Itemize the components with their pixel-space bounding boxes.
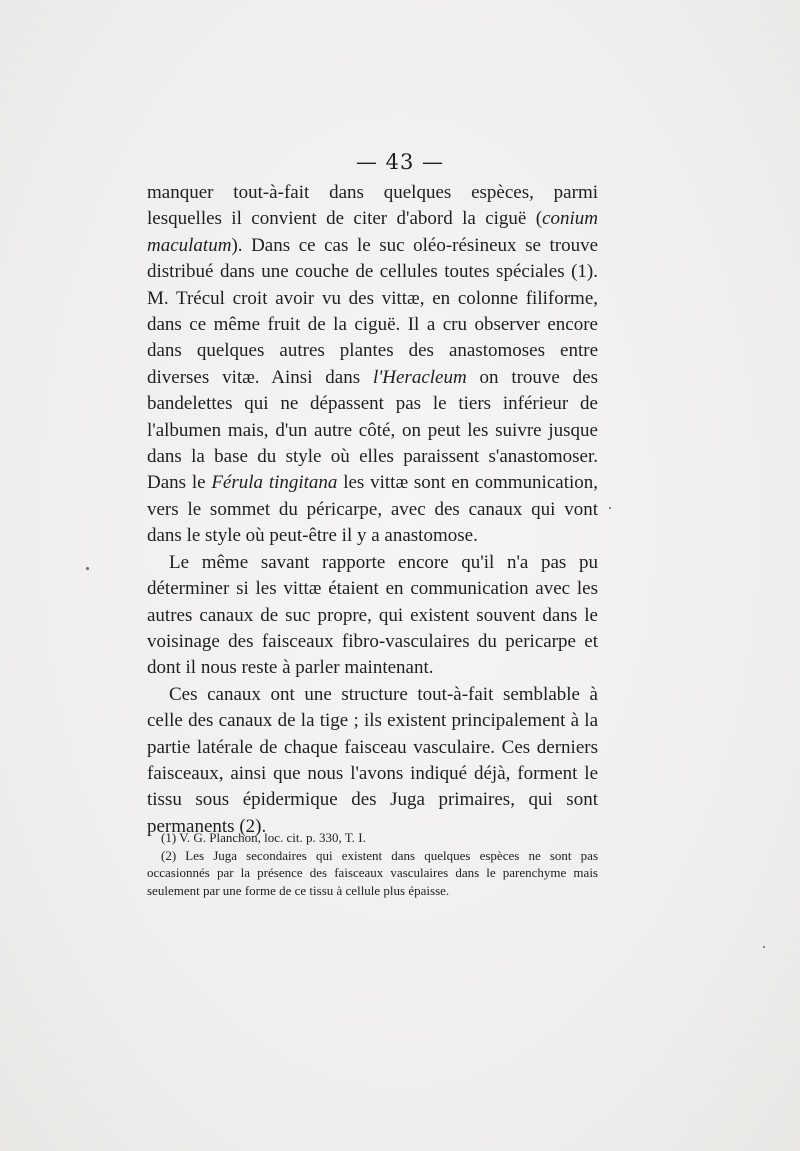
paper-speck (609, 507, 611, 509)
body-text (147, 180, 598, 840)
paper-speck (86, 567, 89, 570)
footnote-1: (1) V. G. Planchon, loc. cit. p. 330, T. I. (161, 830, 366, 845)
footnote-2: (2) Les Juga secondaires qui existent dans quelques espèces ne sont pas occasionnés par la présence des faisceaux vasculaires dans le parenchyme mais seulement par une forme de ce tissu à cellule plus épaisse. (147, 847, 598, 898)
italic-term: l'Heracleum (372, 366, 467, 388)
footnotes (147, 829, 598, 899)
page-number: — 43 — (355, 150, 445, 174)
paper-speck (763, 946, 765, 948)
italic-term: conium maculatum (147, 208, 598, 256)
paragraph-3: Ces canaux ont une structure tout-à-fait semblable à celle des canaux de la tige ; ils existent principalement à la partie latérale de chaque faisceau vasculaire. Ces derniers faisceaux, ainsi que nous l'avons indiqué déjà, forment le tissu sous épidermique des Juga primaires, qui sont permanents (2). (147, 683, 598, 837)
paragraph-1: manquer tout-à-fait dans quelques espèces, parmi lesquelles il convient de citer d'abord la ciguë (conium maculatum). Dans ce cas le suc oléo-résineux se trouve distribué dans une couche de cellules toutes spéciales (1). M. Trécul croit avoir vu des vittæ, en colonne filiforme, dans ce même fruit de la ciguë. Il a cru observer encore dans quelques autres plantes des anastomoses entre diverses vitæ. Ainsi dans l'Heracleum on trouve des bandelettes qui ne dépassent pas le tiers inférieur de l'albumen mais, d'un autre côté, on peut les suivre jusque dans la base du style où elles paraissent s'anastomoser. Dans le Férula tingitana les vittæ sont en communication, vers le sommet du péricarpe, avec des canaux qui vont dans le style où peut-être il y a anastomose. (147, 182, 598, 547)
italic-term: Férula tingitana (211, 472, 338, 494)
paragraph-2: Le même savant rapporte encore qu'il n'a pas pu déterminer si les vittæ étaient en communication avec les autres canaux de suc propre, qui existent souvent dans le voisinage des faisceaux fibro-vasculaires du pericarpe et dont il nous reste à parler maintenant. (147, 551, 598, 679)
